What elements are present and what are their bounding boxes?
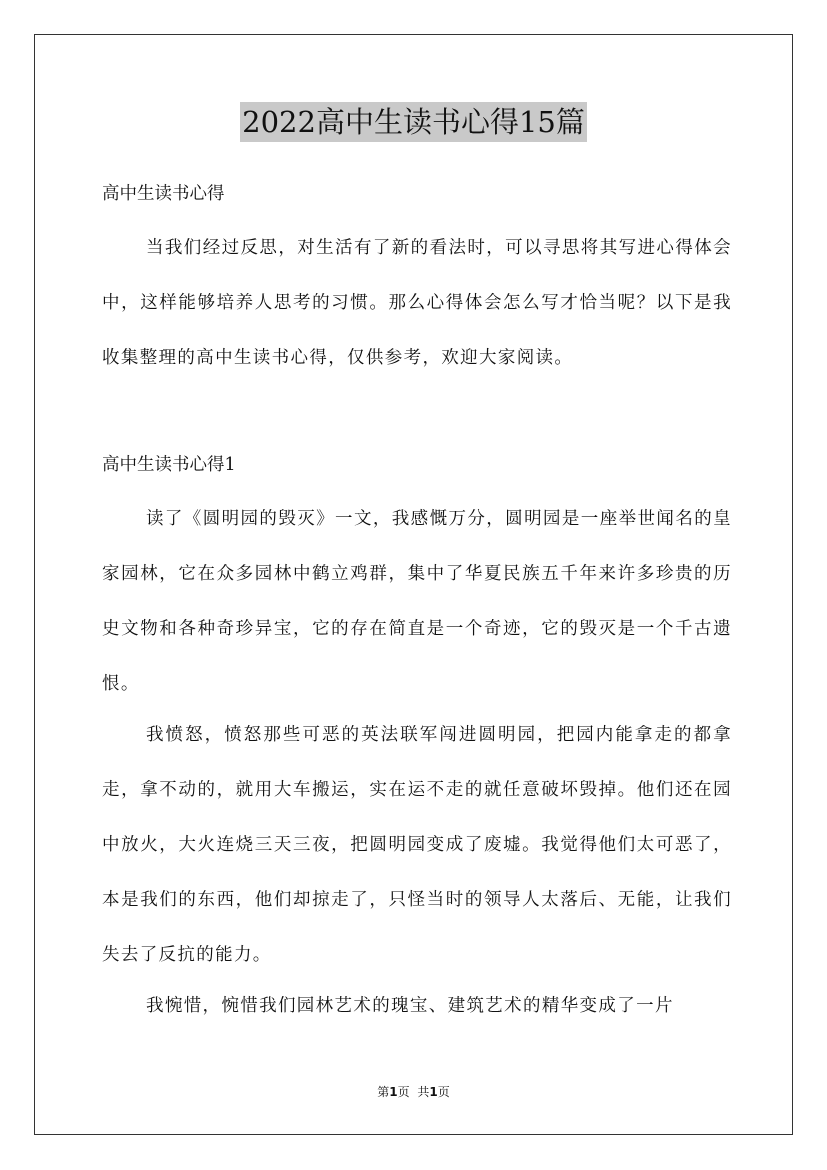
page-prefix: 第 bbox=[377, 1085, 390, 1099]
intro-paragraph: 当我们经过反思，对生活有了新的看法时，可以寻思将其写进心得体会中，这样能够培养人思考的习惯。那么心得体会怎么写才恰当呢？以下是我收集整理的高中生读书心得，仅供参考，欢迎大家阅读。 bbox=[102, 238, 732, 368]
page-suffix: 页 bbox=[397, 1085, 410, 1099]
total-suffix: 页 bbox=[437, 1085, 450, 1099]
section-1-heading: 高中生读书心得1 bbox=[102, 455, 236, 475]
document-title-text: 2022高中生读书心得15篇 bbox=[240, 102, 587, 142]
section-1-paragraph-3: 我惋惜，惋惜我们园林艺术的瑰宝、建筑艺术的精华变成了一片 bbox=[146, 996, 674, 1016]
total-prefix: 共 bbox=[417, 1085, 430, 1099]
page-number: 1 bbox=[389, 1085, 398, 1099]
section-1-paragraph-2: 我愤怒，愤怒那些可恶的英法联军闯进圆明园，把园内能拿走的都拿走，拿不动的，就用大车搬运，实在运不走的就任意破坏毁掉。他们还在园中放火，大火连烧三天三夜，把圆明园变成了废墟。我觉得他们太可恶了，本是我们的东西，他们却掠走了，只怪当时的领导人太落后、无能，让我们失去了反抗的能力。 bbox=[102, 725, 732, 965]
document-title bbox=[0, 102, 827, 142]
intro-heading: 高中生读书心得 bbox=[102, 184, 225, 204]
page-footer bbox=[0, 1084, 827, 1100]
section-1-paragraph-1: 读了《圆明园的毁灭》一文，我感慨万分，圆明园是一座举世闻名的皇家园林，它在众多园林中鹤立鸡群，集中了华夏民族五千年来许多珍贵的历史文物和各种奇珍异宝，它的存在简直是一个奇迹，它的毁灭是一个千古遗恨。 bbox=[102, 509, 732, 694]
total-pages: 1 bbox=[429, 1085, 438, 1099]
